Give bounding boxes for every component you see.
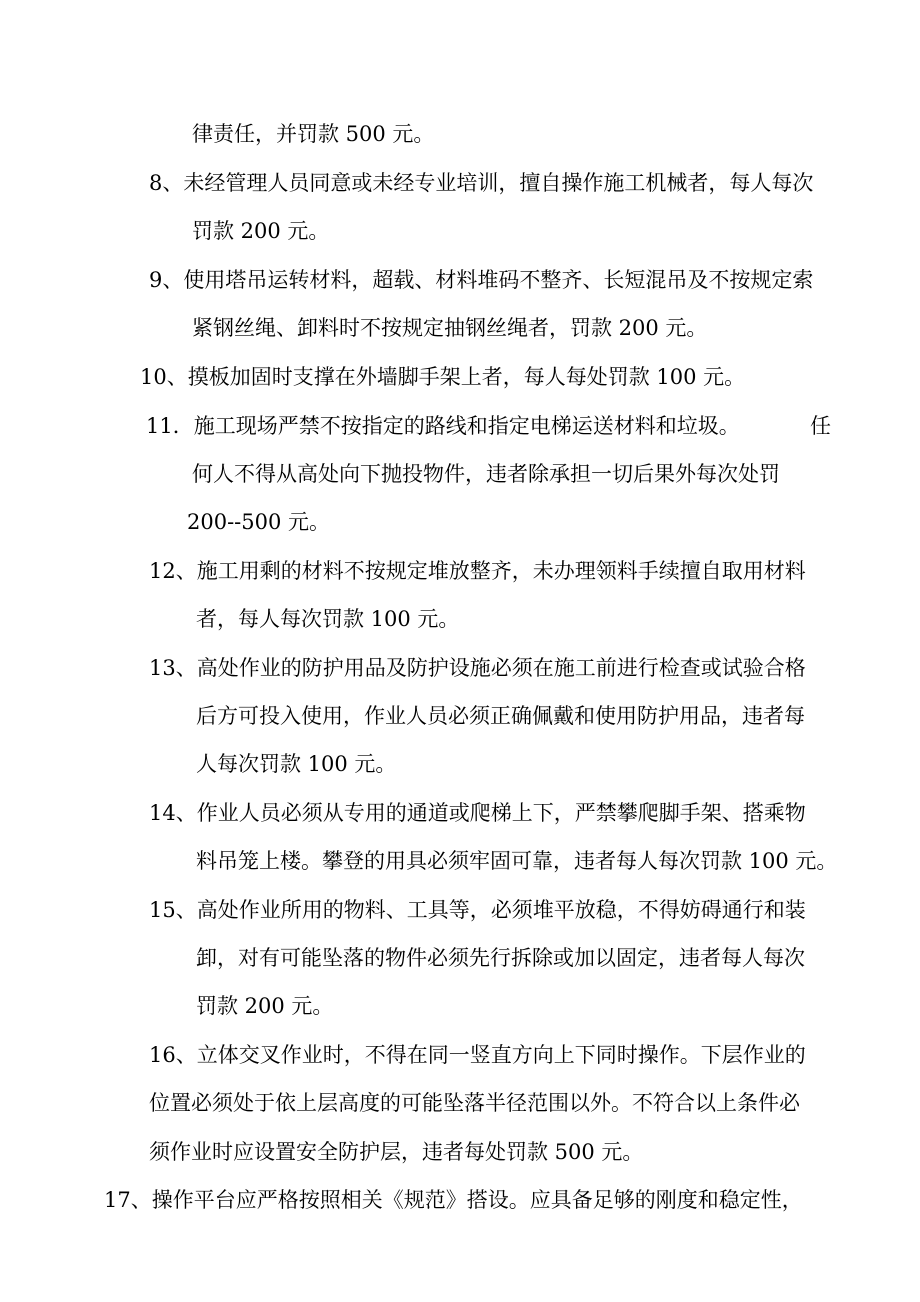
text-line: 人每次罚款 100 元。 xyxy=(196,752,397,776)
text-line: 17、操作平台应严格按照相关《规范》搭设。应具备足够的刚度和稳定性， xyxy=(104,1188,803,1212)
text-line: 13、高处作业的防护用品及防护设施必须在施工前进行检查或试验合格 xyxy=(149,656,806,680)
text-line: 罚款 200 元。 xyxy=(196,994,334,1018)
text-line: 何人不得从高处向下抛投物件，违者除承担一切后果外每次处罚 xyxy=(192,462,780,486)
text-line: 15、高处作业所用的物料、工具等，必须堆平放稳，不得妨碍通行和装 xyxy=(149,898,806,922)
text-line: 任 xyxy=(810,414,831,438)
text-line: 料吊笼上楼。攀登的用具必须牢固可靠，违者每人每次罚款 100 元。 xyxy=(196,849,838,873)
text-line: 须作业时应设置安全防护层，违者每处罚款 500 元。 xyxy=(149,1140,644,1164)
text-line: 位置必须处于依上层高度的可能坠落半径范围以外。不符合以上条件必 xyxy=(149,1091,800,1115)
text-line: 16、立体交叉作业时，不得在同一竖直方向上下同时操作。下层作业的 xyxy=(149,1043,806,1067)
text-line: 罚款 200 元。 xyxy=(192,219,330,243)
text-line: 后方可投入使用，作业人员必须正确佩戴和使用防护用品，违者每 xyxy=(196,704,805,728)
text-line: 卸，对有可能坠落的物件必须先行拆除或加以固定，违者每人每次 xyxy=(196,946,805,970)
text-line: 9、使用塔吊运转材料，超载、材料堆码不整齐、长短混吊及不按规定索 xyxy=(149,268,814,292)
text-line: 14、作业人员必须从专用的通道或爬梯上下，严禁攀爬脚手架、搭乘物 xyxy=(149,801,806,825)
text-line: 12、施工用剩的材料不按规定堆放整齐，未办理领料手续擅自取用材料 xyxy=(149,559,806,583)
text-line: 11．施工现场严禁不按指定的路线和指定电梯运送材料和垃圾。 xyxy=(146,414,740,438)
text-line: 者，每人每次罚款 100 元。 xyxy=(196,607,460,631)
text-line: 律责任，并罚款 500 元。 xyxy=(192,122,435,146)
text-line: 200--500 元。 xyxy=(187,510,331,534)
text-line: 紧钢丝绳、卸料时不按规定抽钢丝绳者，罚款 200 元。 xyxy=(192,316,708,340)
text-line: 8、未经管理人员同意或未经专业培训，擅自操作施工机械者，每人每次 xyxy=(149,171,814,195)
text-line: 10、摸板加固时支撑在外墙脚手架上者，每人每处罚款 100 元。 xyxy=(140,365,746,389)
